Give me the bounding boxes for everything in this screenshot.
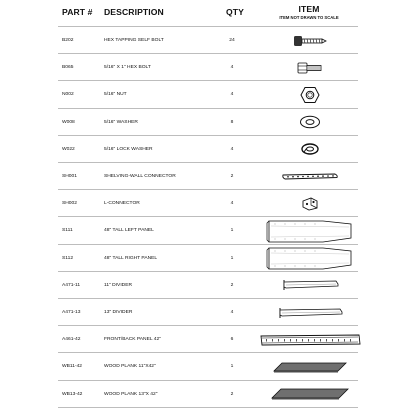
part-number: W022 (62, 146, 75, 152)
part-description: 5/16" WASHER (104, 119, 138, 125)
hex-nut-icon (300, 86, 320, 104)
header-description: DESCRIPTION (104, 7, 164, 17)
table-row (0, 353, 416, 380)
wall-connector-icon (281, 172, 339, 182)
table-row (0, 81, 416, 108)
header-item: ITEM (298, 4, 320, 14)
right-panel-icon (265, 245, 355, 271)
table-row (0, 190, 416, 217)
part-qty: 2 (230, 391, 234, 397)
l-connector-icon (301, 196, 319, 212)
table-row (0, 163, 416, 190)
part-qty: 6 (230, 337, 234, 343)
part-description: L-CONNECTOR (104, 201, 140, 207)
part-number: A461-42 (62, 337, 81, 343)
part-number: SH001 (62, 174, 77, 180)
table-row (0, 381, 416, 408)
part-qty: 4 (230, 146, 234, 152)
part-description: 5/16" LOCK WASHER (104, 146, 153, 152)
part-number: S111 (62, 228, 73, 234)
table-row (0, 109, 416, 136)
header-part-number: PART # (62, 7, 93, 17)
part-qty: 1 (230, 255, 234, 261)
part-number: A471-13 (62, 310, 81, 316)
part-description: 48" TALL LEFT PANEL (104, 228, 154, 234)
left-panel-icon (265, 218, 355, 244)
table-header (0, 0, 416, 27)
part-description: WOOD PLANK 11"X42" (104, 364, 156, 370)
part-qty: 4 (230, 92, 234, 98)
lock-washer-icon (300, 142, 320, 156)
table-row (0, 136, 416, 163)
table-row (0, 245, 416, 272)
divider-13-icon (276, 306, 344, 320)
part-qty: 8 (230, 119, 234, 125)
part-description: FRONT/BACK PANEL 42" (104, 337, 161, 343)
part-qty: 2 (230, 282, 234, 288)
part-qty: 4 (230, 201, 234, 207)
part-number: W008 (62, 119, 75, 125)
table-row (0, 27, 416, 54)
part-description: 5/16" X 1" HEX BOLT (104, 65, 151, 71)
part-description: SHELVING-WALL CONNECTOR (104, 174, 176, 180)
table-row (0, 272, 416, 299)
front-back-panel-icon (258, 333, 362, 347)
table-row (0, 217, 416, 244)
divider-11-icon (280, 278, 340, 292)
part-number: SH002 (62, 201, 77, 207)
part-number: S112 (62, 255, 74, 261)
part-qty: 24 (229, 38, 235, 44)
part-description: 5/16" NUT (104, 92, 127, 98)
table-row (0, 326, 416, 353)
part-number: WB11-42 (62, 364, 83, 370)
self-tapping-bolt-icon (292, 34, 328, 48)
part-number: WB13-42 (62, 391, 83, 397)
part-qty: 2 (230, 174, 234, 180)
part-description: 11" DIVIDER (104, 282, 133, 288)
washer-icon (299, 115, 321, 129)
part-description: 13" DIVIDER (104, 310, 133, 316)
wood-plank-13-icon (270, 386, 350, 402)
part-description: 48" TALL RIGHT PANEL (104, 255, 158, 261)
header-item-note: ITEM NOT DRAWN TO SCALE (279, 15, 339, 20)
part-qty: 1 (230, 364, 234, 370)
part-number: N002 (62, 92, 74, 98)
header-qty: QTY (226, 7, 244, 17)
hex-bolt-icon (296, 61, 324, 75)
part-description: HEX TAPPING SELF BOLT (104, 38, 164, 44)
part-number: B202 (62, 38, 74, 44)
part-number: B065 (62, 65, 74, 71)
part-description: WOOD PLANK 13"X 42" (104, 391, 158, 397)
table-row (0, 299, 416, 326)
part-qty: 4 (230, 310, 234, 316)
wood-plank-11-icon (272, 360, 348, 374)
table-row (0, 54, 416, 81)
part-number: A471-11 (62, 282, 81, 288)
part-qty: 4 (230, 65, 234, 71)
part-qty: 1 (230, 228, 234, 234)
